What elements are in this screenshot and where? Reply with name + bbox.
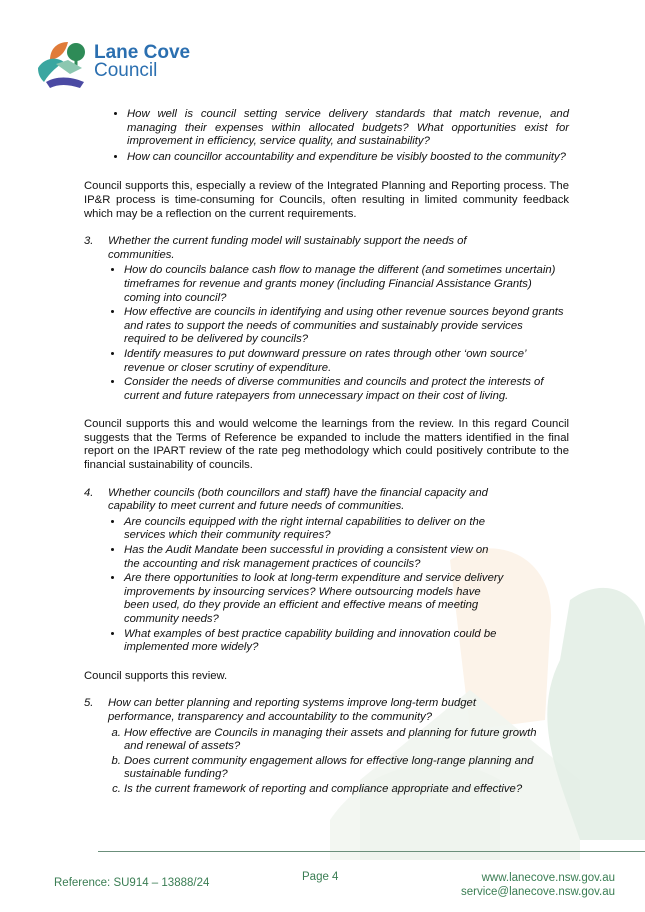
item-number: 3. — [84, 235, 94, 248]
list-item: • How can councillor accountability and expenditure be visibly boosted to the community? — [127, 151, 569, 165]
council-logo — [36, 38, 196, 90]
paragraph-funding: Council supports this and would welcome the learnings from the review. In this regard Council suggests that the Terms of Reference be expanded to include the matters identified in the final report on the IPART review of the rate peg methodology which could positively contribute to the financial sustainability of councils. — [84, 418, 569, 472]
list-item: • How do councils balance cash flow to manage the different (and sometimes uncertain) timeframes for revenue and grants money (including Financial Assistance Grants) coming into council? — [124, 264, 564, 305]
item-title: Whether councils (both councillors and staff) have the financial capacity and capability to meet current and future needs of communities. — [108, 486, 488, 513]
list-item: • Has the Audit Mandate been successful in providing a consistent view on the accounting and risk management practices of councils? — [124, 544, 504, 571]
list-item: • Are there opportunities to look at long-term expenditure and service delivery improvements by insourcing services? Where outsourcing models have been used, do they provide an efficient and effective means of meeting community needs? — [124, 572, 504, 626]
website-link[interactable]: www.lanecove.nsw.gov.au — [481, 872, 615, 884]
page-number: Page 4 — [302, 871, 339, 883]
list-item: • Consider the needs of diverse communities and councils and protect the interests of current and future ratepayers from unnecessary impact on their cost of living. — [124, 376, 564, 403]
logo-line-2: Council — [94, 60, 158, 81]
list-item: • Identify measures to put downward pressure on rates through other ‘own source’ revenue or closer scrutiny of expenditure. — [124, 348, 564, 375]
list-item: • Are councils equipped with the right internal capabilities to deliver on the services which their community requires? — [124, 516, 504, 543]
list-item: b. Does current community engagement allows for effective long-range planning and sustainable funding? — [124, 755, 544, 782]
item-title: How can better planning and reporting systems improve long-term budget performance, transparency and accountability to the community? — [108, 697, 476, 723]
paragraph-ipr: Council supports this, especially a review of the Integrated Planning and Reporting process. The IP&R process is time-consuming for Councils, often resulting in limited community feedback which may be a reflection on the current requirements. — [84, 180, 569, 220]
list-item: • How well is council setting service delivery standards that match revenue, and managing their expenses within allocated budgets? What opportunities exist for improvement in efficiency, service quality, and sustainability? — [127, 108, 569, 149]
item-3-bullets — [84, 264, 569, 403]
item-5 — [84, 697, 569, 796]
item-5-subitems — [84, 727, 569, 797]
intro-bullet-list — [84, 108, 569, 164]
item-title: Whether the current funding model will sustainably support the needs of communities. — [108, 235, 467, 261]
item-number: 4. — [84, 486, 94, 499]
lane-cove-logo-icon — [36, 38, 90, 88]
logo-line-1: Lane Cove — [94, 42, 191, 63]
paragraph-review: Council supports this review. — [84, 669, 228, 682]
email-link[interactable]: service@lanecove.nsw.gov.au — [460, 886, 615, 898]
list-item: • What examples of best practice capability building and innovation could be implemented more widely? — [124, 628, 504, 655]
item-4 — [84, 487, 569, 655]
item-4-bullets — [84, 516, 569, 655]
document-body — [84, 108, 569, 812]
list-item: c. Is the current framework of reporting and compliance appropriate and effective? — [124, 783, 544, 797]
footer-divider — [98, 851, 645, 852]
item-number: 5. — [84, 697, 94, 710]
list-item: • How effective are councils in identifying and using other revenue sources beyond grants and rates to support the needs of communities and sustainably provide services required to be delivered by councils? — [124, 306, 564, 347]
reference-number: Reference: SU914 – 13888/24 — [54, 877, 210, 889]
contact-info — [461, 871, 615, 899]
item-3 — [84, 235, 569, 403]
list-item: a. How effective are Councils in managing their assets and planning for future growth and renewal of assets? — [124, 727, 544, 754]
